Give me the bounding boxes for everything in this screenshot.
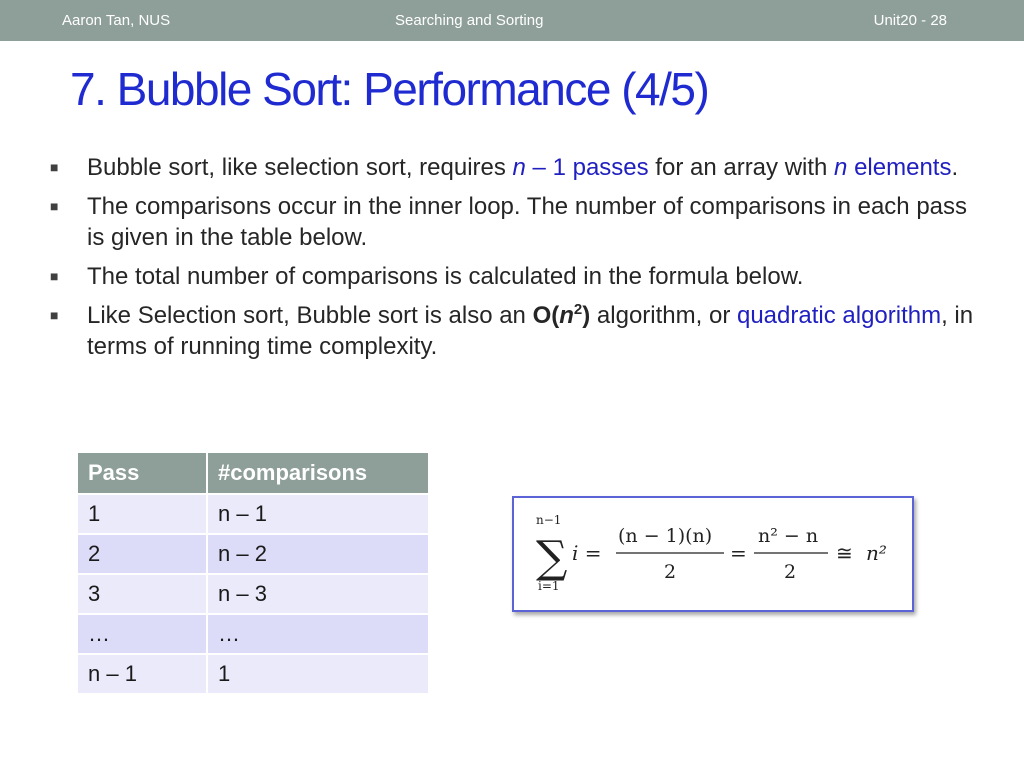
table-row	[77, 614, 429, 654]
fraction2-numerator: n² − n	[758, 525, 819, 547]
table-cell-comparisons: …	[207, 614, 429, 654]
bullet-item: ■ Bubble sort, like selection sort, requires n – 1 passes for an array with n elements.	[50, 154, 959, 181]
header-author: Aaron Tan, NUS	[62, 12, 171, 29]
header-topic: Searching and Sorting	[395, 12, 544, 29]
table-cell-comparisons: n – 2	[207, 534, 429, 574]
fraction1-numerator: (n − 1)(n)	[618, 525, 713, 547]
bullet-square-icon: ■	[50, 268, 59, 284]
sigma-icon: ∑	[536, 532, 568, 583]
approx-sign: ≅	[836, 541, 853, 565]
equals-sign: =	[730, 541, 747, 565]
formula-box	[512, 496, 914, 612]
bullet-item: ■ The comparisons occur in the inner loop. The number of comparisons in each pass is given in the table below.	[50, 193, 968, 251]
table-cell-pass: n – 1	[77, 654, 207, 694]
table-cell-comparisons: n – 1	[207, 494, 429, 534]
table-cell-pass: …	[77, 614, 207, 654]
bullet-square-icon: ■	[50, 307, 59, 323]
bullet-list	[50, 152, 980, 370]
formula-result: n²	[866, 541, 887, 565]
header-slide-number: Unit20 - 28	[873, 12, 947, 29]
sum-upper-limit: n−1	[536, 513, 562, 527]
table-row	[77, 654, 429, 694]
table-cell-comparisons: 1	[207, 654, 429, 694]
table-header-row	[77, 452, 429, 494]
table-cell-pass: 1	[77, 494, 207, 534]
summation-formula	[514, 498, 912, 610]
table-cell-pass: 3	[77, 574, 207, 614]
table-cell-comparisons: n – 3	[207, 574, 429, 614]
table-row	[77, 574, 429, 614]
fraction2-denominator: 2	[784, 561, 797, 583]
slide-title: 7. Bubble Sort: Performance (4/5)	[70, 63, 709, 115]
table-cell-pass: 2	[77, 534, 207, 574]
header-bar	[0, 0, 1024, 41]
table-header-pass: Pass	[77, 452, 207, 494]
fraction1-denominator: 2	[664, 561, 677, 583]
table-row	[77, 534, 429, 574]
table-row	[77, 494, 429, 534]
summand: i =	[572, 541, 602, 565]
bullet-square-icon: ■	[50, 198, 59, 214]
table-header-comparisons: #comparisons	[207, 452, 429, 494]
comparisons-table	[76, 451, 430, 695]
bullet-item: ■ The total number of comparisons is calculated in the formula below.	[50, 263, 804, 290]
bullet-item: ■ Like Selection sort, Bubble sort is also an $O(n^2)$ algorithm, or quadratic algorithm, in terms of running time complexity.	[50, 301, 974, 360]
sum-lower-limit: i=1	[538, 579, 560, 593]
bullet-square-icon: ■	[50, 159, 59, 175]
